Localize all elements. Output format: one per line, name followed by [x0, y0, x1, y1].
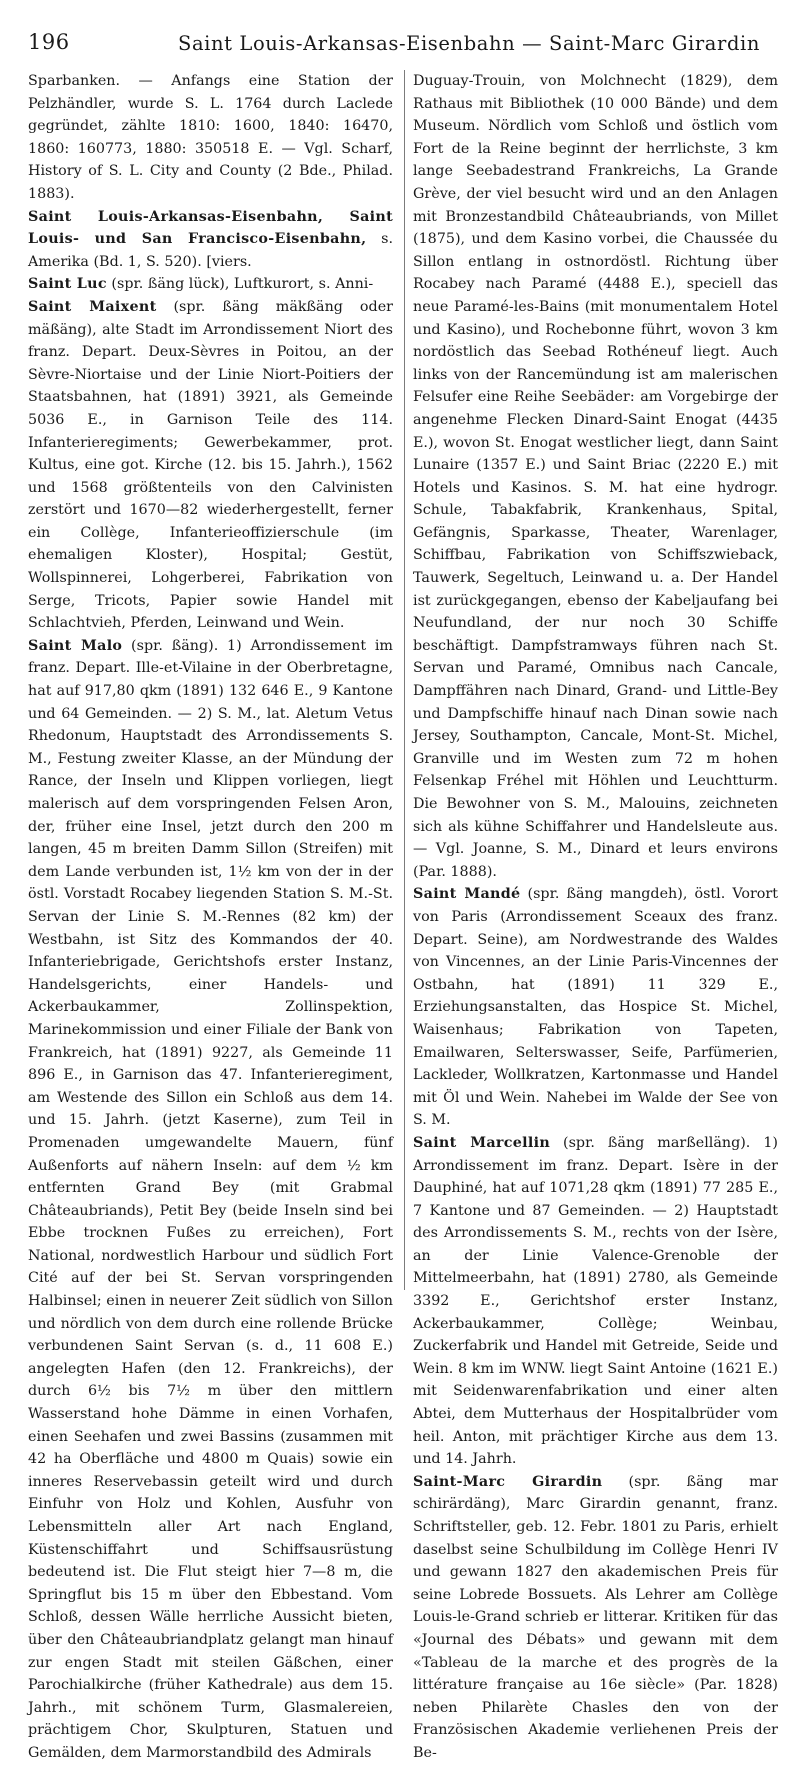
article-text: (spr. ßäng). 1) Arrondissement im franz. Depart. Ille-et-Vilaine in der Oberbretagne, hat auf 917,80 qkm (1891) 132 646 E., 9 Kantone und 64 Gemeinden. — 2) S. M., lat. Aletum Vetus Rhedonum, Hauptstadt des Arrondissements S. M., Festung zweiter Klasse, an der Mündung der Rance, der Inseln und Klippen vorliegen, liegt malerisch auf dem vorspringenden Felsen Aron, der, früher eine Insel, jetzt durch den 200 m langen, 45 m breiten Damm Sillon (Streifen) mit dem Lande verbunden ist, 1½ km von der in der östl. Vorstadt Rocabey liegenden Station S. M.-St. Servan der Linie S. M.-Rennes (82 km) der Westbahn, ist Sitz des Kommandos der 40. Infanteriebrigade, Gerichtshofs erster Instanz, Handelsgerichts, einer Handels- und Ackerbaukammer, Zollinspektion, Marinekommission und einer Filiale der Bank von Frankreich, hat (1891) 9227, als Gemeinde 11 896 E., in Garnison das 47. Infanterieregiment, am Westende des Sillon ein Schloß aus dem 14. und 15. Jahrh. (jetzt Kaserne), zum Teil in Promenaden umgewandelte Mauern, fünf Außenforts auf nähern Inseln: auf dem ½ km entfernten Grand Bey (mit Grabmal Châteaubriands), Petit Bey (beide Inseln sind bei Ebbe trocknen Fußes zu erreichen), Fort National, nordwestlich Harbour und südlich Fort Cité auf der bei St. Servan vorspringenden Halbinsel; einen in neuerer Zeit südlich von Sillon und nördlich von dem durch eine rollende Brücke verbundenen Saint Servan (s. d., 11 608 E.) angelegten Hafen (den 12. Frankreichs), der durch 6½ bis 7½ m über den mittlern Wasserstand hohe Dämme in einen Vorhafen, einen Seehafen und zwei Bassins (zusammen mit 42 ha Oberfläche und 4800 m Quais) sowie ein inneres Reservebassin geteilt wird und durch Einfuhr von Holz und Kohlen, Ausfuhr von Lebensmitteln aller Art nach England, Küstenschiffahrt und Schiffsausrüstung bedeutend ist. Die Flut steigt hier 7—8 m, die Springflut bis 15 m über den Ebbestand. Vom Schloß, dessen Wälle herrliche Aussicht bieten, über den Châteaubriandplatz gelangt man hinauf zur engen Stadt mit steilen Gäßchen, einer Parochialkirche (früher Kathedrale) aus dem 15. Jahrh., mit schönem Turm, Glasmalereien, prächtigem Chor, Skulpturen, Statuen und Gemälden, dem Marmorstandbild des Admirals [28, 637, 393, 1761]
article [28, 273, 393, 296]
article [28, 296, 393, 635]
article [413, 1132, 778, 1471]
left-column [28, 70, 393, 1761]
article [28, 635, 393, 1765]
running-title: Saint Louis-Arkansas-Eisenbahn — Saint-Marc Girardin [178, 32, 761, 55]
article-text: (spr. ßäng mäkßäng oder mäßäng), alte Stadt im Arrondissement Niort des franz. Depart. Deux-Sèvres in Poitou, an der Sèvre-Niortaise und der Linie Niort-Poitiers der Staatsbahnen, hat (1891) 3921, als Gemeinde 5036 E., in Garnison Teile des 114. Infanterieregiments; Gewerbekammer, prot. Kultus, eine got. Kirche (12. bis 15. Jahrh.), 1562 und 1568 größtenteils von den Calvinisten zerstört und 1670—82 wiederhergestellt, ferner ein Collège, Infanterieoffizierschule (im ehemaligen Kloster), Hospital; Gestüt, Wollspinnerei, Lohgerberei, Fabrikation von Serge, Tricots, Papier sowie Handel mit Schlachtvieh, Pferden, Leinwand und Wein. [28, 298, 393, 632]
article-headword: Saint-Marc Girardin [413, 1473, 603, 1490]
article [413, 1471, 778, 1765]
article-headword: Saint Maixent [28, 298, 157, 315]
article [413, 70, 778, 883]
page-number: 196 [28, 30, 70, 54]
article-text: Duguay-Trouin, von Molchnecht (1829), dem Rathaus mit Bibliothek (10 000 Bände) und dem Museum. Nördlich vom Schloß und östlich vom Fort de la Reine beginnt der herrlichste, 3 km lange Seebadestrand Frankreichs, La Grande Grève, der viel besucht wird und an den Anlagen mit Bronzestandbild Châteaubriands, von Millet (1875), und dem Kasino vorbei, die Chaussée du Sillon entlang in ostnordöstl. Richtung über Rocabey nach Paramé (4488 E.), speciell das neue Paramé-les-Bains (mit monumentalem Hotel und Kasino), und Rochebonne führt, wovon 3 km nordöstlich das Seebad Rothéneuf liegt. Auch links von der Rancemündung ist am malerischen Felsufer eine Reihe Seebäder: am Vorgebirge der angenehme Flecken Dinard-Saint Enogat (4435 E.), wovon St. Enogat westlicher liegt, dann Saint Lunaire (1357 E.) und Saint Briac (2220 E.) mit Hotels und Kasinos. S. M. hat eine hydrogr. Schule, Tabakfabrik, Krankenhaus, Spital, Gefängnis, Sparkasse, Theater, Warenlager, Schiffbau, Fabrikation von Schiffszwieback, Tauwerk, Segeltuch, Leinwand u. a. Der Handel ist zurückgegangen, ebenso der Kabeljaufang bei Neufundland, der nur noch 30 Schiffe beschäftigt. Dampfstramways führen nach St. Servan und Paramé, Omnibus nach Cancale, Dampffähren nach Dinard, Grand- und Little-Bey und Dampfschiffe hinauf nach Dinan sowie nach Jersey, Southampton, Cancale, Mont-St. Michel, Granville und im Westen zum 72 m hohen Felsenkap Fréhel mit Höhlen und Leuchtturm. Die Bewohner von S. M., Malouins, zeichneten sich als kühne Schiffahrer und Handelsleute aus. — Vgl. Joanne, S. M., Dinard et leurs environs (Par. 1888). [413, 73, 778, 880]
column-divider [404, 70, 405, 1290]
article-text: Sparbanken. — Anfangs eine Station der Pelzhändler, wurde S. L. 1764 durch Laclede gegründet, zählte 1810: 1600, 1840: 16470, 1860: 160773, 1880: 350518 E. — Vgl. Scharf, History of S. L. City and County (2 Bde., Philad. 1883). [28, 73, 393, 202]
article [28, 70, 393, 206]
article-headword: Saint Luc [28, 276, 107, 293]
article-headword: Saint Mandé [413, 886, 521, 903]
text-columns [28, 70, 780, 1761]
article-headword: Saint Malo [28, 637, 123, 654]
right-column [413, 70, 779, 1761]
article-headword: Saint Marcellin [413, 1134, 551, 1151]
article-text: (spr. ßäng lück), Luftkurort, s. Anni- [106, 276, 374, 293]
article [413, 883, 778, 1132]
page-header [28, 30, 780, 64]
article-text: (spr. ßäng marßelläng). 1) Arrondissement im franz. Depart. Isère in der Dauphiné, hat auf 1071,28 qkm (1891) 77 285 E., 7 Kantone und 87 Gemeinden. — 2) Hauptstadt des Arrondissements S. M., rechts von der Isère, an der Linie Valence-Grenoble der Mittelmeerbahn, hat (1891) 2780, als Gemeinde 3392 E., Gerichtshof erster Instanz, Ackerbaukammer, Collège; Weinbau, Zuckerfabrik und Handel mit Getreide, Seide und Wein. 8 km im WNW. liegt Saint Antoine (1621 E.) mit Seidenwarenfabrikation und einer alten Abtei, dem Mutterhaus der Hospitalbrüder vom heil. Anton, mit prächtiger Kirche aus dem 13. und 14. Jahrh. [413, 1134, 778, 1468]
article-text: (spr. ßäng mar schirärdäng), Marc Girardin genannt, franz. Schriftsteller, geb. 12. Febr. 1801 zu Paris, erhielt daselbst seine Schulbildung im Collège Henri IV und gewann 1827 den akademischen Preis für seine Lobrede Bossuets. Als Lehrer am Collège Louis-le-Grand schrieb er litterar. Kritiken für das «Journal des Débats» und gewann mit dem «Tableau de la marche et des progrès de la littérature française au 16e siècle» (Par. 1828) neben Philarète Chasles den von der Französischen Akademie verliehenen Preis der Be- [413, 1473, 779, 1761]
article-text: s. Amerika (Bd. 1, S. 520). [viers. [28, 231, 393, 270]
article-text: (spr. ßäng mangdeh), östl. Vorort von Paris (Arrondissement Sceaux des franz. Depart. Seine), am Nordwestrande des Waldes von Vincennes, an der Linie Paris-Vincennes der Ostbahn, hat (1891) 11 329 E., Erziehungsanstalten, das Hospice St. Michel, Waisenhaus; Fabrikation von Tapeten, Emailwaren, Selterswasser, Seife, Parfümerien, Lackleder, Wollkratzen, Kartonmasse und Handel mit Öl und Wein. Nahebei im Walde der See von S. M. [413, 886, 778, 1129]
article-headword: Saint Louis-Arkansas-Eisenbahn, Saint Louis- und San Francisco-Eisenbahn, [28, 208, 393, 248]
article [28, 206, 393, 274]
